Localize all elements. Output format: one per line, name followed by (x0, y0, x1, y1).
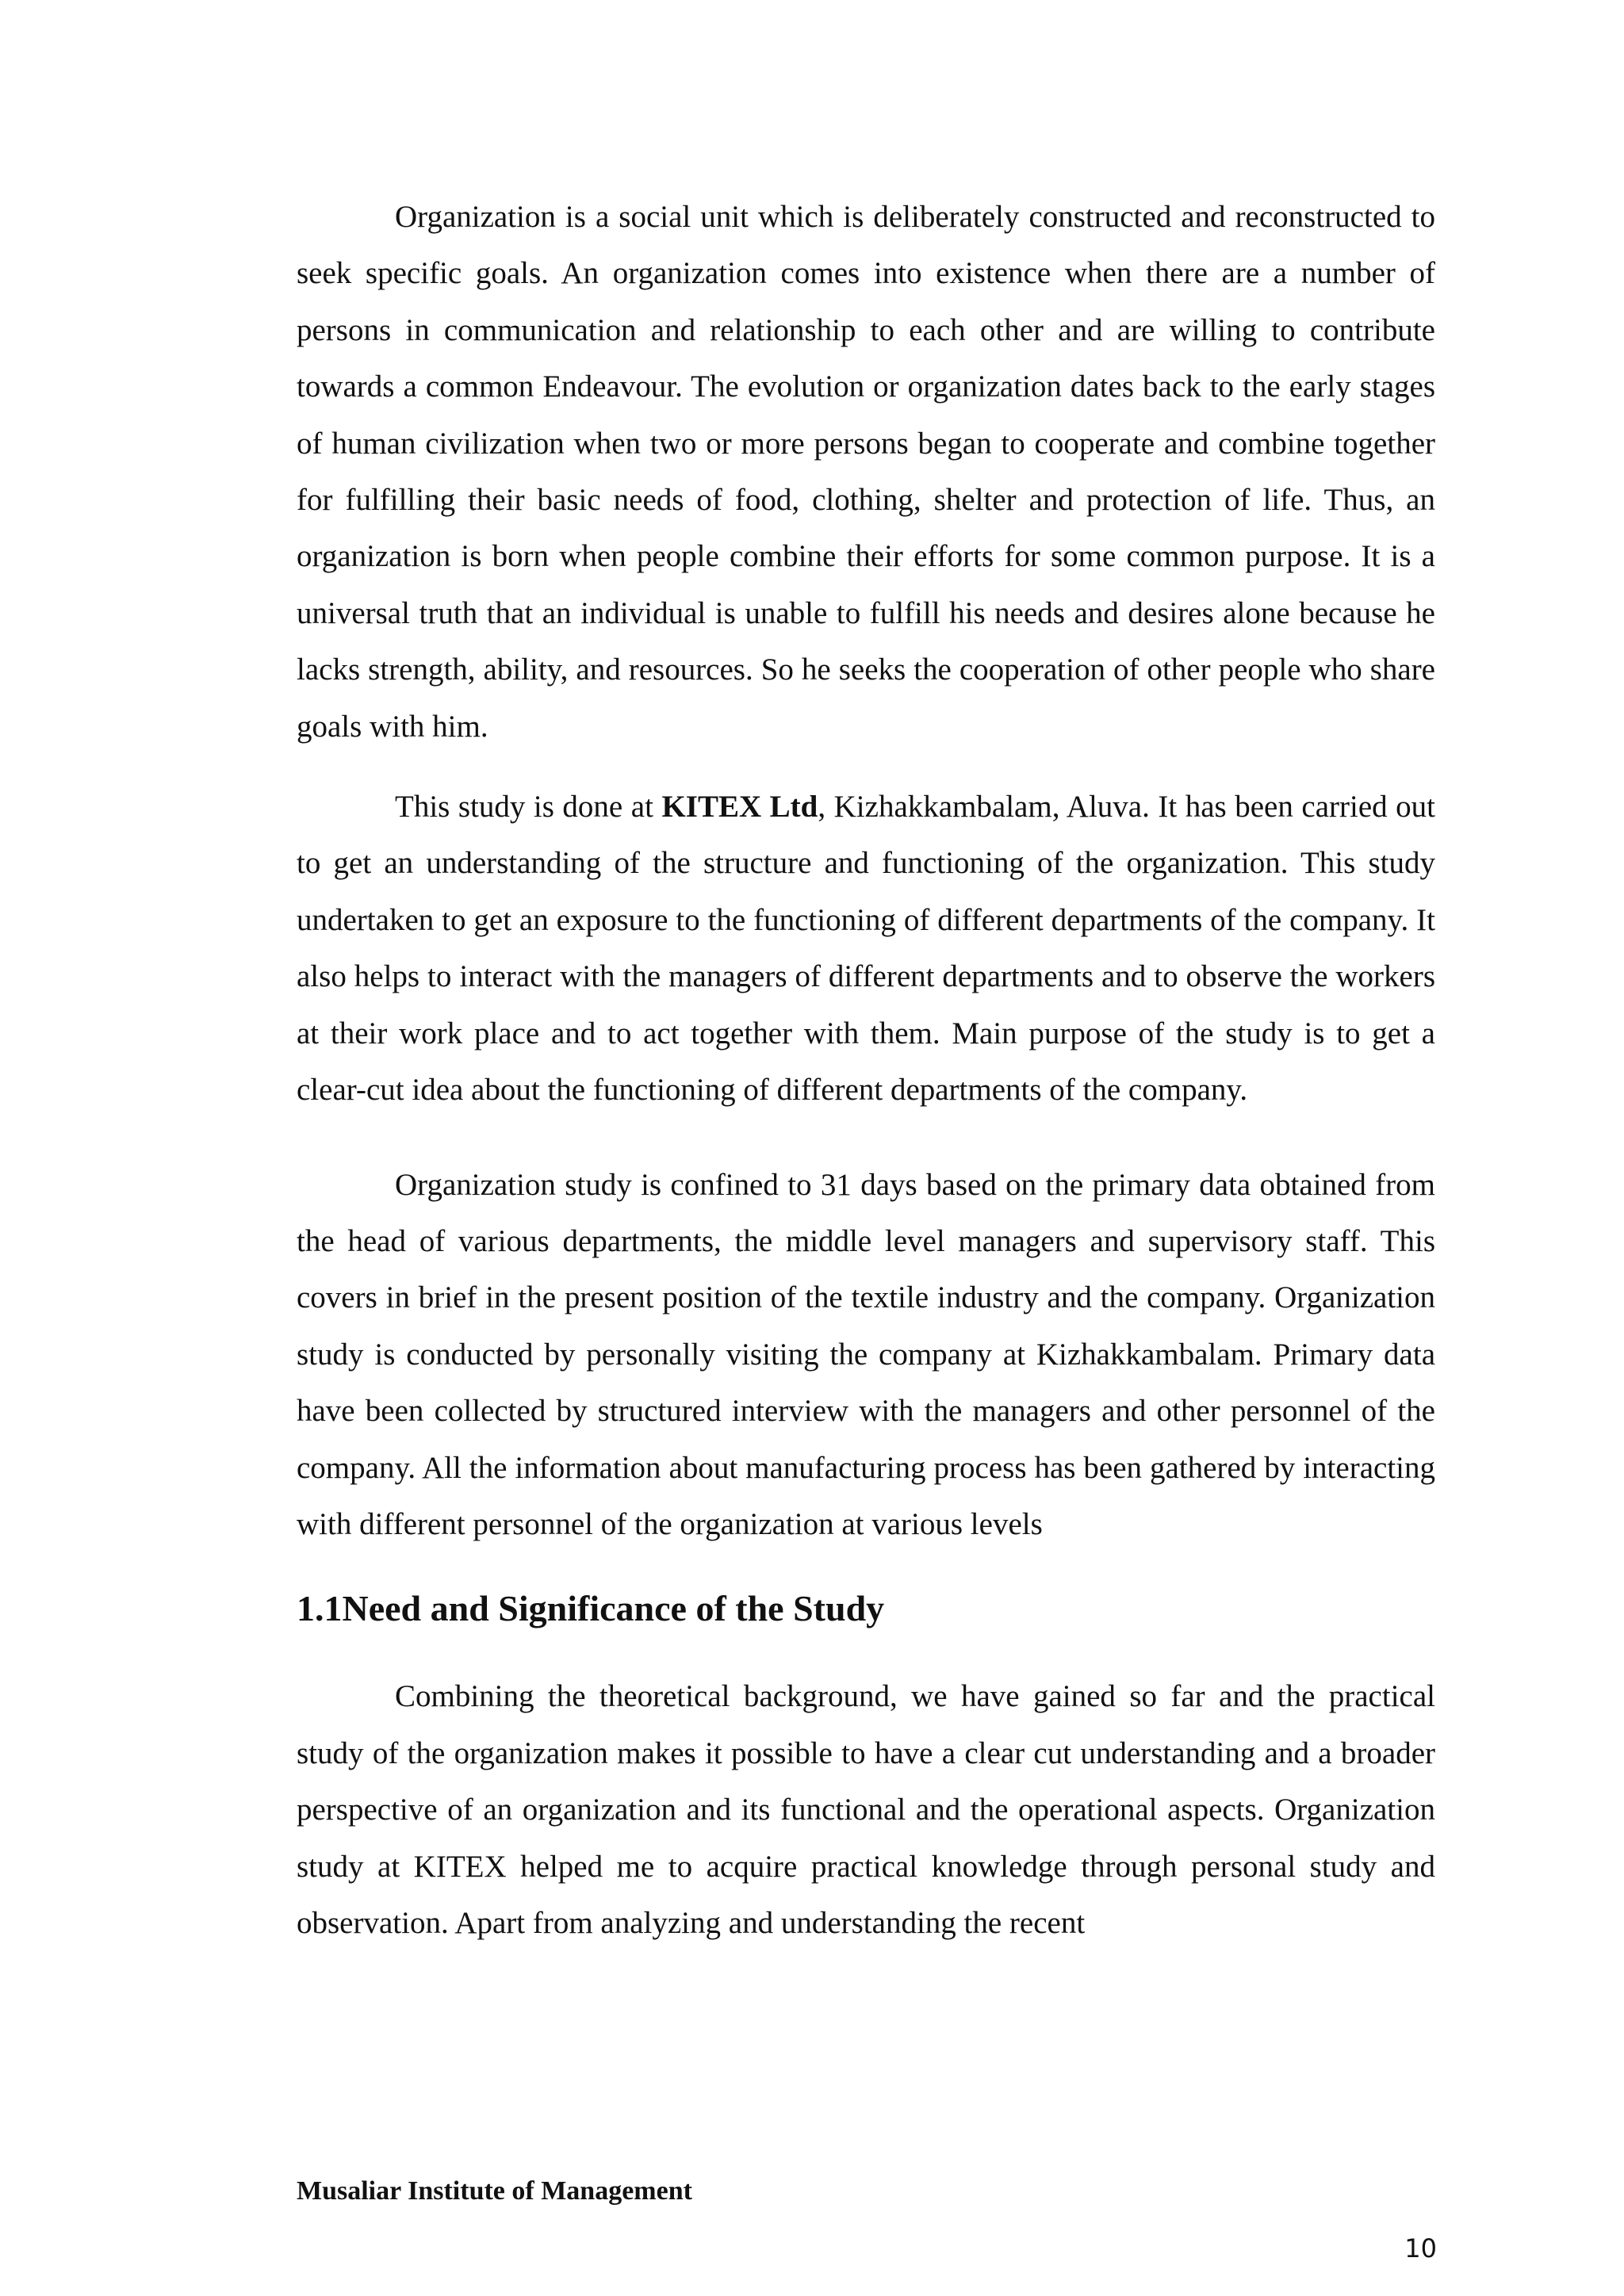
paragraph-need-significance: Combining the theoretical background, we have gained so far and the practical study of the organization makes it possible to have a clear cut understanding and a broader perspective of an organization and its functional and the operational aspects. Organization study at KITEX helped me to acquire practical knowledge through personal study and observation. Apart from analyzing and understanding the recent (297, 1679, 1435, 1940)
footer-institution: Musaliar Institute of Management (297, 2176, 692, 2206)
body-content (297, 189, 1435, 1951)
company-name: KITEX Ltd (661, 790, 818, 825)
paragraph-study-scope: Organization study is confined to 31 days based on the primary data obtained from the head of various departments, the middle level managers and supervisory staff. This covers in brief in the present position of the textile industry and the company. Organization study is conducted by personally visiting the company at Kizhakkambalam. Primary data have been collected by structured interview with the managers and other personnel of the company. All the information about manufacturing process has been gathered by interacting with different personnel of the organization at various levels (297, 1167, 1435, 1541)
page-number: 10 (1404, 2233, 1437, 2263)
paragraph-study-location-rest: , Kizhakkambalam, Aluva. It has been carried out to get an understanding of the structure and functioning of the organization. This study undertaken to get an exposure to the functioning of different departments of the company. It also helps to interact with the managers of different departments and to observe the workers at their work place and to act together with them. Main purpose of the study is to get a clear-cut idea about the functioning of different departments of the company. (297, 790, 1435, 1108)
section-heading: 1.1Need and Significance of the Study (297, 1588, 885, 1629)
paragraph-study-location (297, 779, 1435, 1118)
paragraph-study-location-intro: This study is done at (395, 790, 662, 825)
paragraph-organization-definition: Organization is a social unit which is deliberately constructed and reconstructed to seek specific goals. An organization comes into existence when there are a number of persons in communication and relationship to each other and are willing to contribute towards a common Endeavour. The evolution or organization dates back to the early stages of human civilization when two or more persons began to cooperate and combine together for fulfilling their basic needs of food, clothing, shelter and protection of life. Thus, an organization is born when people combine their efforts for some common purpose. It is a universal truth that an individual is unable to fulfill his needs and desires alone because he lacks strength, ability, and resources. So he seeks the cooperation of other people who share goals with him. (297, 200, 1435, 744)
